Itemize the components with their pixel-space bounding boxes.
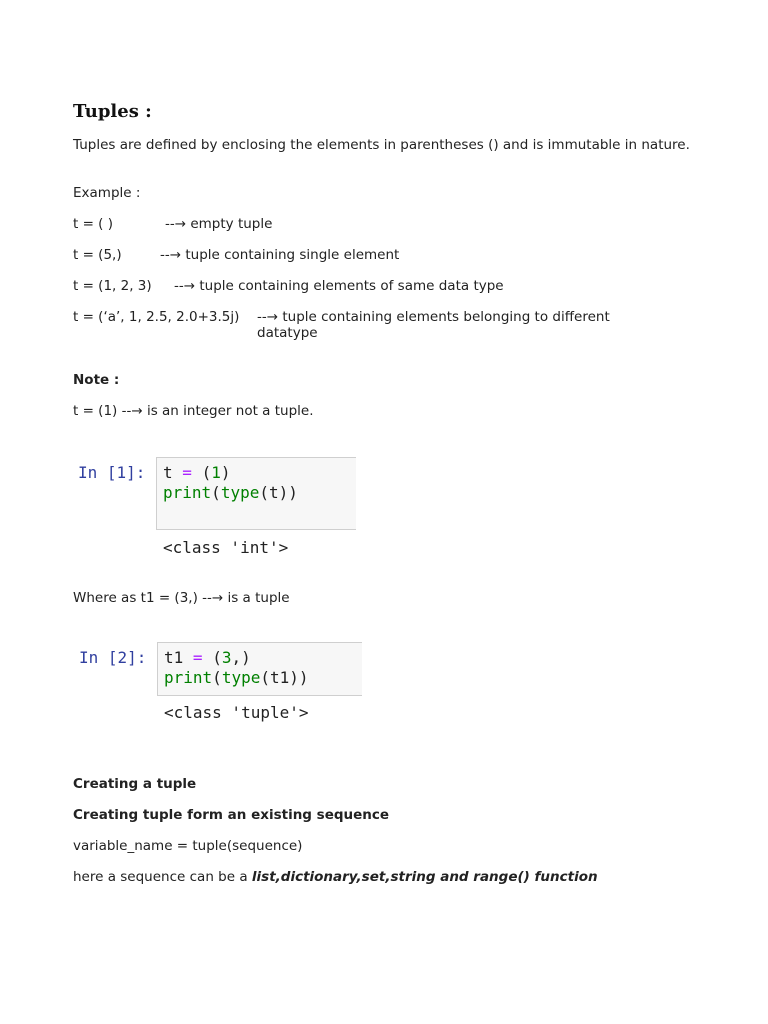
code-builtin: print (163, 483, 212, 502)
code-punct: ( (260, 668, 270, 687)
code-punct: ) (220, 463, 231, 482)
code-builtin: print (164, 668, 213, 687)
code-cell-input[interactable] (157, 642, 362, 696)
example-code: t = ( ) (73, 216, 114, 232)
code-punct: ( (201, 463, 212, 482)
code-builtin: type (221, 668, 261, 687)
code-punct: ,) (231, 648, 251, 667)
sequence-prefix: here a sequence can be a (73, 869, 252, 885)
section-subheading: Creating tuple form an existing sequence (73, 807, 390, 823)
example-desc: --→ tuple containing elements belonging to different (257, 309, 610, 325)
code-variable: t1 (164, 648, 184, 667)
cell-prompt: In [1]: (78, 463, 146, 482)
code-punct: ( (212, 648, 222, 667)
example-code: t = (1, 2, 3) (73, 278, 152, 294)
code-punct: ( (211, 483, 221, 502)
cell-output: <class 'tuple'> (164, 703, 309, 722)
sequence-line (73, 869, 598, 885)
note-text: t = (1) --→ is an integer not a tuple. (73, 403, 314, 419)
code-line (163, 483, 298, 503)
example-desc: --→ tuple containing elements of same data type (174, 278, 504, 294)
code-number: 1 (211, 463, 221, 482)
example-label: Example : (73, 185, 141, 201)
code-line (164, 668, 309, 688)
code-operator: = (192, 648, 203, 667)
code-punct: ( (212, 668, 222, 687)
whereas-text: Where as t1 = (3,) --→ is a tuple (73, 590, 290, 606)
example-code: t = (5,) (73, 247, 122, 263)
code-variable: t1 (269, 668, 290, 687)
code-builtin: type (220, 483, 260, 502)
code-punct: )) (278, 483, 298, 502)
example-desc: --→ empty tuple (165, 216, 273, 232)
code-variable: t (163, 463, 173, 482)
code-line (163, 463, 230, 483)
cell-output: <class 'int'> (163, 538, 289, 557)
note-label: Note : (73, 372, 120, 388)
section-heading: Creating a tuple (73, 776, 197, 792)
code-operator: = (182, 463, 192, 482)
example-desc: --→ tuple containing single element (160, 247, 400, 263)
code-number: 3 (221, 648, 232, 667)
code-punct: ( (259, 483, 269, 502)
example-desc-continued: datatype (257, 325, 318, 341)
code-punct: )) (289, 668, 309, 687)
code-cell-input[interactable] (156, 457, 356, 530)
page-title: Tuples : (73, 101, 152, 122)
example-code: t = (‘a’, 1, 2.5, 2.0+3.5j) (73, 309, 240, 325)
intro-paragraph: Tuples are defined by enclosing the elements in parentheses () and is immutable in nature. (73, 137, 690, 153)
sequence-types: list,dictionary,set,string and range() function (251, 869, 598, 885)
code-line (164, 648, 251, 668)
cell-prompt: In [2]: (79, 648, 147, 667)
code-variable: t (268, 483, 279, 502)
syntax-line: variable_name = tuple(sequence) (73, 838, 303, 854)
